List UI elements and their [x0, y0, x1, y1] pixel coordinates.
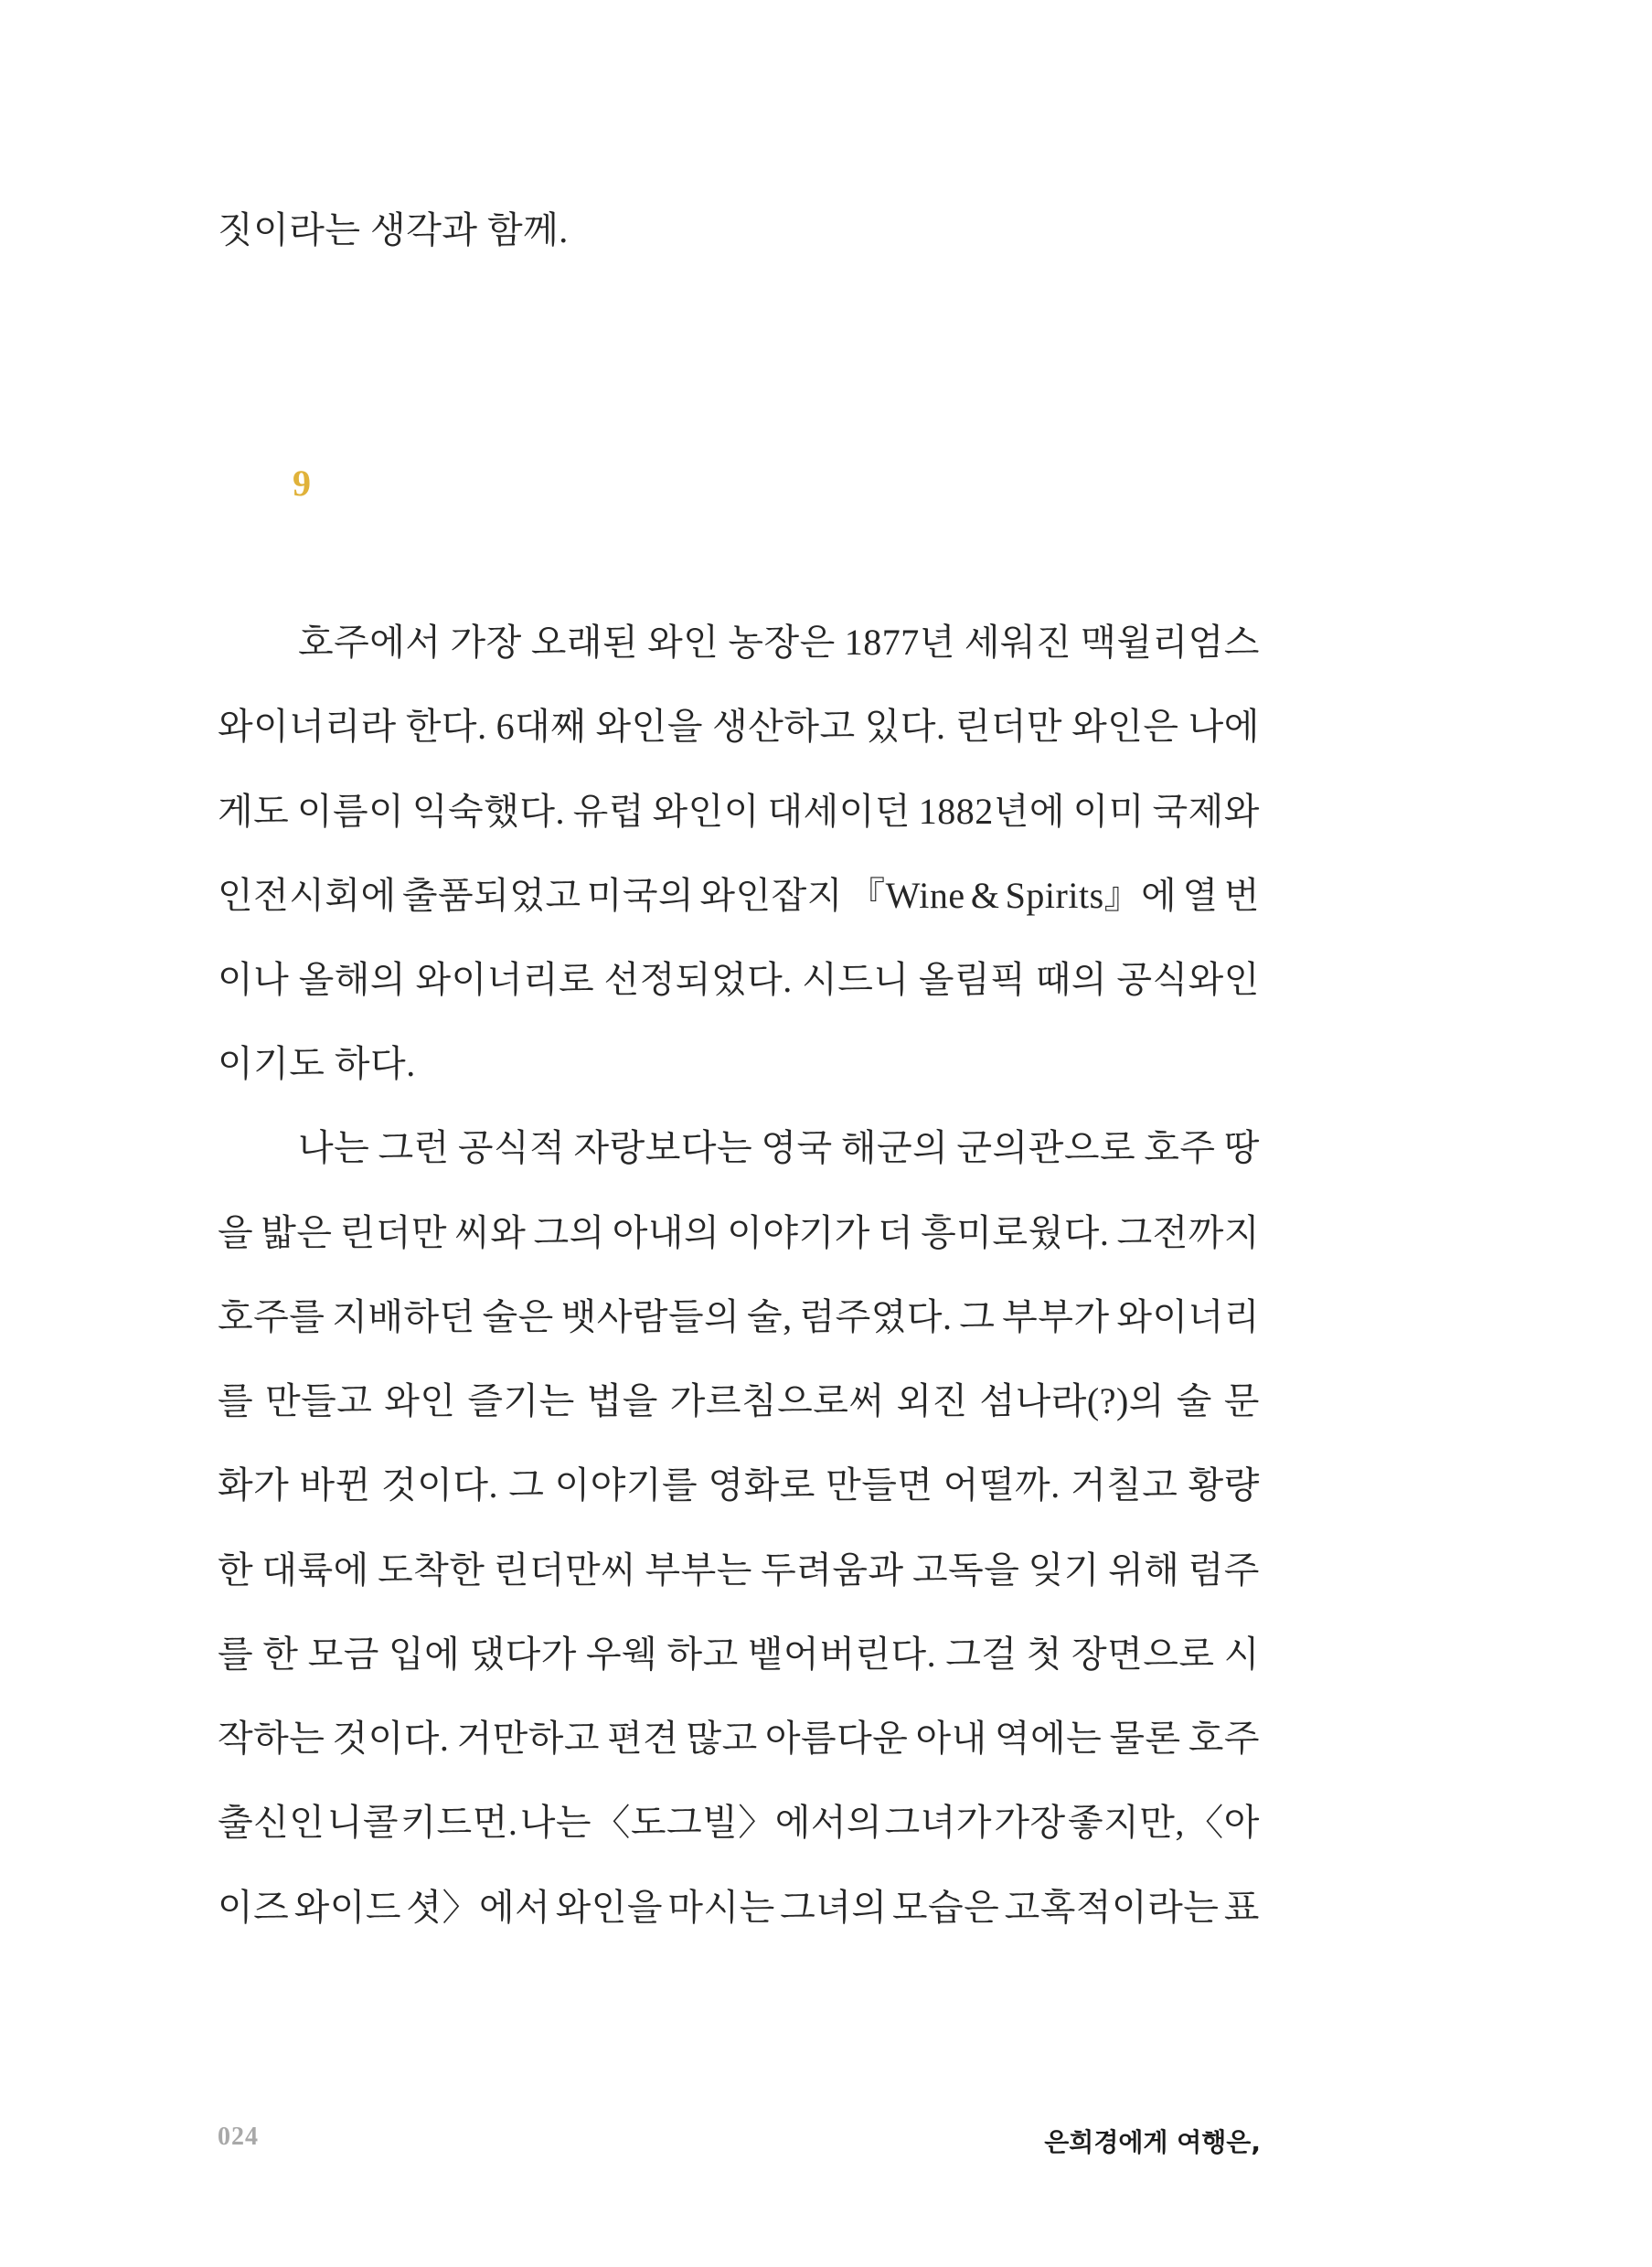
paragraph-2-line — [218, 1127, 1260, 1168]
word: 린더만씨 — [493, 1549, 637, 1591]
word: 잊기 — [1028, 1549, 1100, 1591]
word: 가르침으로써 — [669, 1380, 885, 1421]
word: 어떨까. — [943, 1464, 1060, 1506]
word: 국제와 — [1152, 791, 1260, 832]
word: 생산하고 — [712, 706, 856, 747]
word: 영화로 — [708, 1464, 815, 1506]
word: 군의관으로 — [956, 1127, 1136, 1168]
paragraph-1-line — [218, 624, 1260, 661]
word: 즐기는 — [467, 1380, 575, 1421]
word: 출품되었고 — [401, 875, 581, 916]
word: 호주 — [1188, 1718, 1260, 1759]
word: 많고 — [686, 1718, 758, 1759]
word: 좋지만, — [1067, 1802, 1185, 1843]
word: 화가 — [218, 1464, 290, 1506]
word: 럼주였다. — [799, 1296, 953, 1337]
word: 공식적 — [457, 1127, 566, 1168]
word: 위해 — [1108, 1549, 1180, 1591]
word: & — [970, 875, 1000, 916]
word: 그런 — [378, 1127, 450, 1168]
page-number: 024 — [218, 2123, 259, 2151]
paragraph-1-line: 이기도 하다. — [218, 1043, 416, 1084]
word: 하고 — [666, 1634, 739, 1675]
word: 한다. — [405, 706, 487, 747]
word: 〈도그빌〉에서의 — [593, 1802, 883, 1843]
word: 와인을 — [595, 706, 703, 747]
word: 두려움과 — [761, 1549, 904, 1591]
word: 아내의 — [612, 1212, 720, 1253]
word: 표 — [1223, 1887, 1260, 1928]
word: 가장 — [450, 622, 522, 663]
word: 이름이 — [296, 791, 405, 832]
paragraph-2-line — [218, 1804, 1260, 1841]
word: 올해의 — [298, 959, 407, 1000]
word: 거칠고 — [1070, 1464, 1178, 1506]
word: 그걸 — [945, 1634, 1018, 1675]
word: 이미 — [1072, 791, 1145, 832]
word: 작하는 — [218, 1718, 325, 1759]
word: 린더만 — [954, 706, 1063, 747]
word: 와이드 — [293, 1887, 402, 1928]
word: 세워진 — [964, 622, 1072, 663]
word: 와인은 — [1071, 706, 1179, 747]
word: 그 — [508, 1464, 545, 1506]
word: 키드먼. — [400, 1802, 518, 1843]
word: 와이너리 — [1116, 1296, 1260, 1337]
word: 만들면 — [826, 1464, 933, 1506]
word: 섬나라(?)의 — [979, 1380, 1165, 1421]
paragraph-2-line — [218, 1720, 1260, 1757]
word: 그녀가 — [884, 1802, 992, 1843]
word: 대륙에 — [261, 1549, 369, 1591]
word: 술 — [1176, 1380, 1212, 1421]
word: 우웩 — [586, 1634, 658, 1675]
word: 니콜 — [326, 1802, 400, 1843]
word: 술은 — [482, 1296, 554, 1337]
word: 그녀의 — [780, 1887, 888, 1928]
word: 『Wine — [848, 875, 965, 916]
word: 모금 — [307, 1634, 379, 1675]
word: 뱉어버린다. — [747, 1634, 937, 1675]
word: 영국 — [761, 1127, 833, 1168]
word: 도착한 — [378, 1549, 485, 1591]
word: 밟은 — [261, 1212, 333, 1253]
word: 한 — [218, 1549, 254, 1591]
paragraph-1-line — [218, 708, 1260, 745]
word: 나에 — [1188, 706, 1260, 747]
word: 그 — [959, 1296, 996, 1337]
word: 선정되었다. — [603, 959, 793, 1000]
paragraph-1-line — [218, 793, 1260, 830]
word: 인전시회에 — [218, 875, 397, 916]
word: 흥미로웠다. — [921, 1212, 1110, 1253]
word: 그전까지 — [1116, 1212, 1260, 1253]
word: 게도 — [218, 791, 290, 832]
word: 부부는 — [645, 1549, 752, 1591]
word: 있다. — [864, 706, 946, 747]
word: 가장 — [994, 1802, 1066, 1843]
word: 편견 — [607, 1718, 679, 1759]
word: 열 — [1182, 875, 1219, 916]
word: 아름다운 — [764, 1718, 909, 1759]
word: 바뀐 — [299, 1464, 371, 1506]
word: 미국의 — [586, 875, 695, 916]
paragraph-2-line — [218, 1549, 1260, 1591]
word: 술, — [747, 1296, 793, 1337]
word: 아내 — [915, 1718, 987, 1759]
word: 와인이 — [652, 791, 760, 832]
word: 1877년 — [844, 622, 955, 663]
word: 올림픽 — [918, 959, 1027, 1000]
word: 첫 — [1026, 1634, 1062, 1675]
word: 와인 — [647, 622, 719, 663]
word: 땅 — [1223, 1127, 1260, 1168]
paragraph-2-line — [218, 1636, 1260, 1673]
word: 오래된 — [530, 622, 639, 663]
paragraph-2-line — [218, 1889, 1260, 1926]
word: 나는 — [298, 1127, 370, 1168]
word: 시 — [1223, 1634, 1260, 1675]
word: 입에 — [389, 1634, 461, 1675]
word: 것이다. — [332, 1718, 450, 1759]
word: 그의 — [533, 1212, 605, 1253]
word: 와이너리로 — [415, 959, 595, 1000]
paragraph-1-line — [218, 959, 1260, 1000]
word: 역에는 — [994, 1718, 1103, 1759]
word: 댔다가 — [469, 1634, 577, 1675]
word: 번 — [1223, 875, 1260, 916]
word: 와인잡지 — [699, 875, 843, 916]
word: 해군의 — [840, 1127, 949, 1168]
word: 문 — [1223, 1380, 1260, 1421]
word: 와인 — [384, 1380, 456, 1421]
word: 물론 — [1109, 1718, 1181, 1759]
word: 대세이던 — [767, 791, 911, 832]
word: 마시는 — [667, 1887, 775, 1928]
word: 때의 — [1035, 959, 1107, 1000]
word: 〈아 — [1187, 1802, 1260, 1843]
word: 뱃사람들의 — [560, 1296, 741, 1337]
running-title: 은희경에게 여행은, — [1044, 2127, 1261, 2157]
word: 지배하던 — [332, 1296, 475, 1337]
word: 법을 — [586, 1380, 658, 1421]
word: 이야기를 — [554, 1464, 698, 1506]
section-number: 9 — [293, 463, 311, 504]
word: 부부가 — [1002, 1296, 1110, 1337]
word: 농장은 — [728, 622, 836, 663]
word: 럼주 — [1188, 1549, 1260, 1591]
paragraph-2-line — [218, 1464, 1260, 1506]
word: 것이다. — [381, 1464, 498, 1506]
word: 와인을 — [555, 1887, 664, 1928]
paragraph-1-line — [218, 875, 1260, 916]
word: 공식와인 — [1116, 959, 1260, 1000]
word: 만들고 — [264, 1380, 373, 1421]
word: 고혹적이라는 — [1004, 1887, 1220, 1928]
word: 출신인 — [218, 1802, 325, 1843]
word: 시드니 — [802, 959, 910, 1000]
word: 를 — [218, 1380, 254, 1421]
word: 씨와 — [454, 1212, 527, 1253]
word: 한 — [262, 1634, 299, 1675]
word: 고독을 — [911, 1549, 1020, 1591]
opening-line: 짓이라는 생각과 함께. — [218, 209, 569, 250]
word: 유럽 — [572, 791, 645, 832]
word: 을 — [218, 1212, 254, 1253]
word: 황량 — [1188, 1464, 1260, 1506]
word: 모습은 — [891, 1887, 1000, 1928]
word: 를 — [218, 1634, 254, 1675]
paragraph-2-line — [218, 1380, 1260, 1421]
word: 이야기가 — [727, 1212, 870, 1253]
word: 외진 — [896, 1380, 968, 1421]
word: 6대째 — [496, 706, 587, 747]
paragraph-2-line — [218, 1296, 1260, 1337]
word: 호주에서 — [298, 622, 442, 663]
word: 이나 — [218, 959, 290, 1000]
word: 호주 — [1144, 1127, 1216, 1168]
word: 맥윌리엄스 — [1081, 622, 1260, 663]
word: 거만하고 — [456, 1718, 601, 1759]
word: 장면으로 — [1071, 1634, 1215, 1675]
word: 더 — [877, 1212, 914, 1253]
word: 이즈 — [218, 1887, 290, 1928]
word: 셧〉에서 — [406, 1887, 551, 1928]
paragraph-2-line — [218, 1212, 1260, 1253]
word: 1882년에 — [918, 791, 1065, 832]
word: 자랑보다는 — [573, 1127, 753, 1168]
word: 익숙했다. — [411, 791, 565, 832]
word: Spirits』에 — [1005, 875, 1178, 916]
word: 린더만 — [339, 1212, 447, 1253]
word: 와이너리라 — [218, 706, 397, 747]
word: 나는 — [519, 1802, 592, 1843]
word: 호주를 — [218, 1296, 325, 1337]
